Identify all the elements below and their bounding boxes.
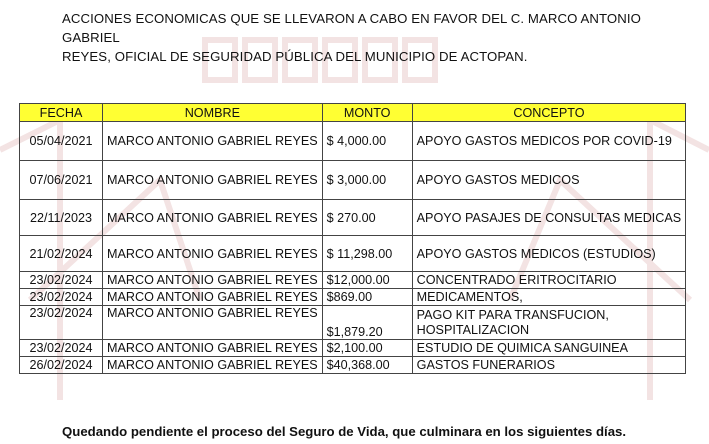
table-row — [20, 122, 686, 161]
cell-nombre: MARCO ANTONIO GABRIEL REYES — [103, 289, 323, 306]
cell-monto: $ 4,000.00 — [322, 122, 412, 161]
cell-fecha: 07/06/2021 — [20, 161, 103, 200]
cell-concepto — [412, 306, 686, 340]
cell-fecha: 05/04/2021 — [20, 122, 103, 161]
table-row — [20, 200, 686, 236]
column-header-nombre: NOMBRE — [103, 104, 323, 122]
table-header-row — [20, 104, 686, 122]
pending-note: Quedando pendiente el proceso del Seguro de Vida, que culminara en los siguientes días. — [62, 424, 627, 439]
cell-nombre: MARCO ANTONIO GABRIEL REYES — [103, 200, 323, 236]
cell-monto: $12,000.00 — [322, 272, 412, 289]
cell-concepto-line-1: PAGO KIT PARA TRANSFUCION, — [416, 307, 609, 322]
table-row — [20, 357, 686, 374]
cell-nombre: MARCO ANTONIO GABRIEL REYES — [103, 122, 323, 161]
cell-monto: $ 270.00 — [322, 200, 412, 236]
heading-line-1: ACCIONES ECONOMICAS QUE SE LLEVARON A CABO EN FAVOR DEL C. MARCO ANTONIO GABRIEL — [62, 11, 642, 45]
cell-nombre: MARCO ANTONIO GABRIEL REYES — [103, 340, 323, 357]
cell-fecha: 21/02/2024 — [20, 236, 103, 272]
cell-concepto: CONCENTRADO ERITROCITARIO — [412, 272, 686, 289]
cell-fecha: 22/11/2023 — [20, 200, 103, 236]
cell-nombre: MARCO ANTONIO GABRIEL REYES — [103, 161, 323, 200]
table-row — [20, 289, 686, 306]
heading-line-2: REYES, OFICIAL DE SEGURIDAD PÚBLICA DEL MUNICIPIO DE ACTOPAN. — [62, 49, 528, 64]
cell-monto: $40,368.00 — [322, 357, 412, 374]
cell-concepto: APOYO GASTOS MEDICOS (ESTUDIOS) — [412, 236, 686, 272]
cell-nombre: MARCO ANTONIO GABRIEL REYES — [103, 357, 323, 374]
cell-concepto: GASTOS FUNERARIOS — [412, 357, 686, 374]
cell-fecha: 23/02/2024 — [20, 289, 103, 306]
cell-nombre: MARCO ANTONIO GABRIEL REYES — [103, 236, 323, 272]
table-row — [20, 236, 686, 272]
cell-concepto: APOYO PASAJES DE CONSULTAS MEDICAS — [412, 200, 686, 236]
cell-monto: $2,100.00 — [322, 340, 412, 357]
cell-monto: $ 3,000.00 — [322, 161, 412, 200]
cell-fecha: 23/02/2024 — [20, 272, 103, 289]
document-heading — [62, 9, 682, 66]
cell-concepto: MEDICAMENTOS, — [412, 289, 686, 306]
table-row — [20, 340, 686, 357]
column-header-concepto: CONCEPTO — [412, 104, 686, 122]
cell-nombre: MARCO ANTONIO GABRIEL REYES — [103, 306, 323, 340]
cell-monto: $869.00 — [322, 289, 412, 306]
cell-concepto: ESTUDIO DE QUIMICA SANGUINEA — [412, 340, 686, 357]
cell-monto: $ 11,298.00 — [322, 236, 412, 272]
cell-nombre: MARCO ANTONIO GABRIEL REYES — [103, 272, 323, 289]
cell-fecha: 26/02/2024 — [20, 357, 103, 374]
economic-actions-table — [19, 103, 686, 374]
cell-concepto-line-2: HOSPITALIZACION — [416, 322, 530, 337]
column-header-monto: MONTO — [322, 104, 412, 122]
table-row — [20, 272, 686, 289]
cell-fecha: 23/02/2024 — [20, 306, 103, 340]
table-row — [20, 306, 686, 340]
cell-concepto: APOYO GASTOS MEDICOS — [412, 161, 686, 200]
cell-monto: $1,879.20 — [322, 306, 412, 340]
table-row — [20, 161, 686, 200]
cell-concepto: APOYO GASTOS MEDICOS POR COVID-19 — [412, 122, 686, 161]
column-header-fecha: FECHA — [20, 104, 103, 122]
cell-fecha: 23/02/2024 — [20, 340, 103, 357]
